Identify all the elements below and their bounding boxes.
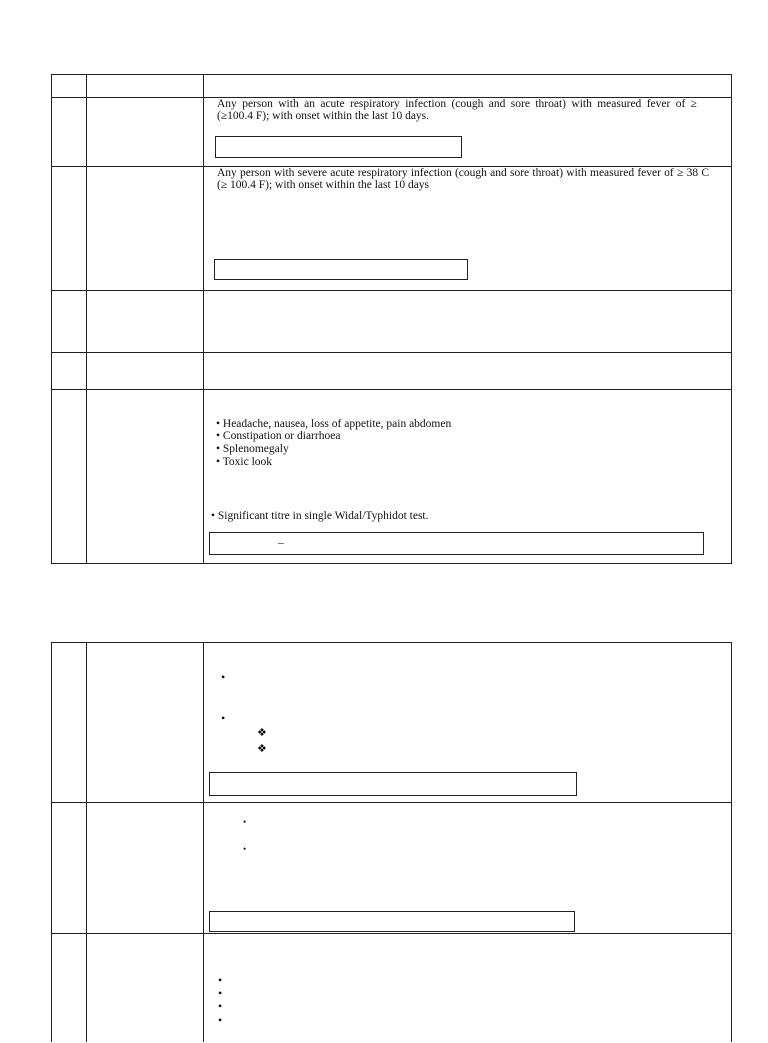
table-row [52, 802, 731, 933]
bullet-point: • [243, 844, 247, 854]
bullet-point: • [218, 986, 223, 1000]
case-definition-text: Any person with an acute respiratory infection (cough and sore throat) with measured fever of ≥ (≥100.4 F); with onset within the last 10 days. [217, 98, 697, 122]
table-2 [51, 642, 732, 1042]
table-row [52, 75, 731, 97]
table-row [52, 97, 731, 166]
symptom-item: • Constipation or diarrhoea [216, 430, 341, 442]
diamond-bullet: ❖ [257, 743, 267, 755]
bullet-point: • [221, 670, 226, 684]
table-row [52, 352, 731, 389]
bullet-point: • [218, 999, 223, 1013]
table-1 [51, 74, 732, 564]
bullet-point: • [221, 711, 226, 725]
table-row [52, 290, 731, 352]
empty-box [209, 772, 577, 796]
bullet-point: • [218, 1013, 223, 1027]
bullet-point: • [243, 817, 247, 827]
symptom-item: • Toxic look [216, 456, 273, 468]
diamond-bullet: ❖ [257, 727, 267, 739]
table-row [52, 166, 731, 290]
bullet-point: • [218, 973, 223, 987]
lab-criteria-text: • Significant titre in single Widal/Typhidot test. [211, 510, 429, 522]
table-row [52, 643, 731, 802]
symptom-item: • Splenomegaly [216, 443, 289, 455]
case-definition-text: Any person with severe acute respiratory infection (cough and sore throat) with measured fever of ≥ 38 C (≥ 100.4 F); with onset within the last 10 days [217, 167, 709, 191]
symptom-item: • Headache, nausea, loss of appetite, pain abdomen [216, 418, 452, 430]
empty-box [215, 136, 462, 158]
box-dash: – [278, 537, 284, 549]
table-row [52, 389, 731, 564]
table-row [52, 933, 731, 1043]
empty-box [214, 259, 468, 280]
empty-box [209, 911, 575, 932]
empty-box [209, 532, 704, 555]
